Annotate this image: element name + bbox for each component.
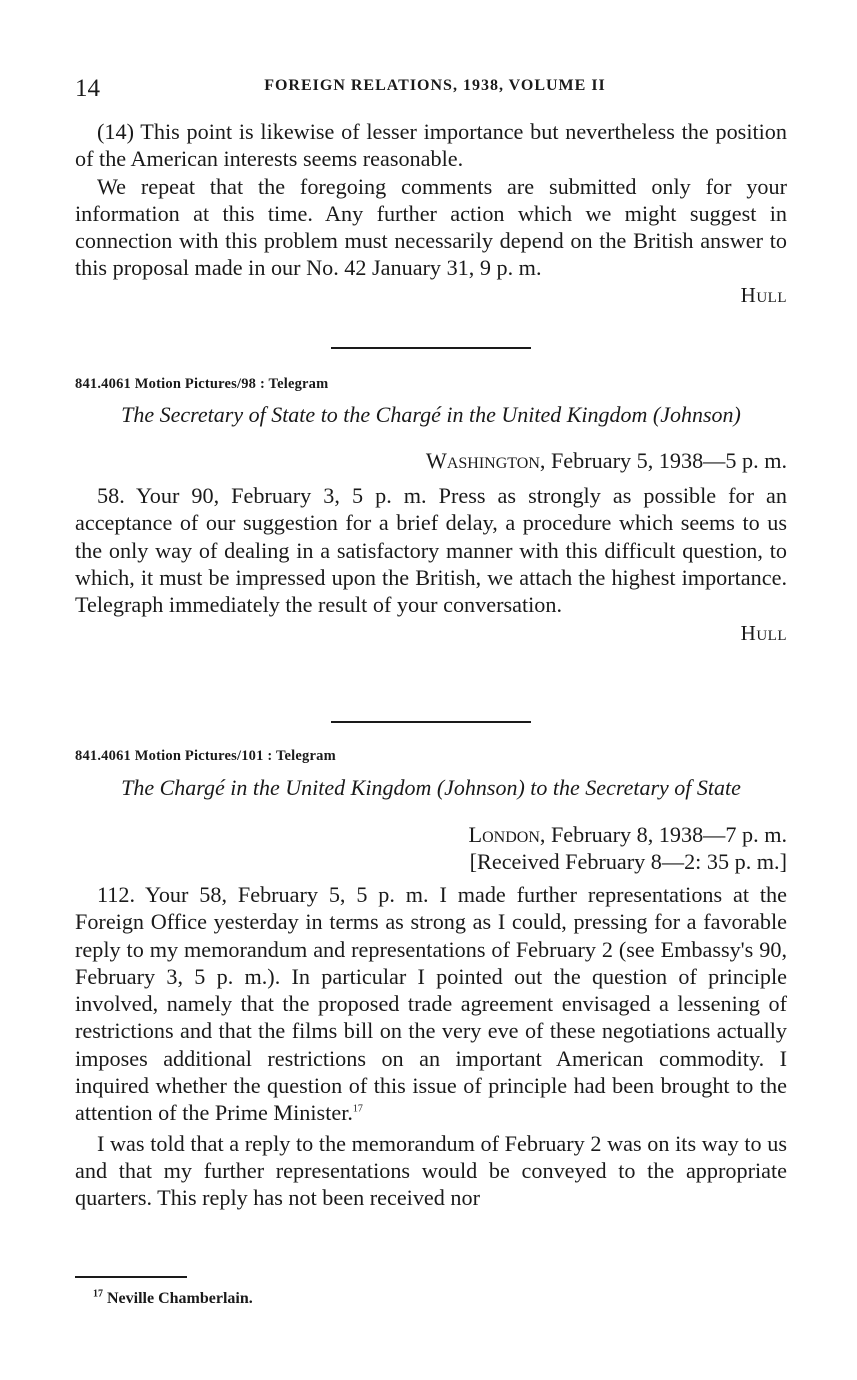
section-divider (75, 347, 787, 349)
section-divider (75, 721, 787, 723)
document-heading: The Secretary of State to the Chargé in the United Kingdom (Johnson) (121, 402, 741, 427)
file-reference: 841.4061 Motion Pictures/101 : Telegram (75, 748, 336, 764)
telegram-body-text: 112. Your 58, February 5, 5 p. m. I made further representations at the Foreign Office yesterday in terms as strong as I could, pressing for a favorable reply to my memorandum and representations of February 2 (see Embassy's 90, February 3, 5 p. m.). In particular I pointed out the question of principle involved, namely that the proposed trade agreement envisaged a lessening of restrictions and that the films bill on the very eve of these negotiations actually imposes additional restrictions on an important American commodity. I inquired whether the question of this issue of principle had been brought to the attention of the Prime Minister. (75, 882, 787, 1126)
document-telegram-98 (75, 376, 787, 646)
footnote (75, 1290, 787, 1308)
signature-hull: Hull (740, 282, 787, 307)
footnote-text: Neville Chamberlain. (107, 1290, 253, 1307)
page-number: 14 (75, 75, 100, 102)
file-reference: 841.4061 Motion Pictures/98 : Telegram (75, 376, 329, 392)
paragraph-repeat: We repeat that the foregoing comments are submitted only for your information at this time. Any further action which we might suggest in connection with this problem must necessarily depend on the British answer to this proposal made in our No. 42 January 31, 9 p. m. (75, 173, 787, 281)
received-line: [Received February 8—2: 35 p. m.] (469, 849, 787, 874)
previous-document-continuation (75, 118, 787, 308)
telegram-body (75, 881, 787, 1127)
running-head (75, 74, 787, 104)
footnote-section (75, 1276, 787, 1308)
footnote-reference[interactable]: 17 (352, 1103, 363, 1115)
divider-rule (331, 347, 531, 349)
footnote-rule (75, 1276, 187, 1278)
dateline-place: Washington, (425, 448, 546, 473)
footnote-marker: 17 (93, 1288, 103, 1300)
document-heading: The Chargé in the United Kingdom (Johnson) to the Secretary of State (121, 775, 741, 800)
paragraph-14: (14) This point is likewise of lesser importance but nevertheless the position of the American interests seems reasonable. (75, 119, 787, 172)
dateline (75, 447, 787, 474)
dateline-date: February 5, 1938—5 p. m. (545, 448, 787, 473)
telegram-body: 58. Your 90, February 3, 5 p. m. Press as strongly as possible for an acceptance of our suggestion for a brief delay, a procedure which seems to us the only way of dealing in a satisfactory manner with this difficult question, to which, it must be impressed upon the British, we attach the highest importance. Telegraph immediately the result of your conversation. (75, 483, 787, 618)
dateline-date: February 8, 1938—7 p. m. (545, 822, 787, 847)
document-telegram-101 (75, 748, 787, 1212)
divider-rule (331, 721, 531, 723)
volume-title: FOREIGN RELATIONS, 1938, VOLUME II (264, 77, 606, 94)
dateline-place: London, (468, 822, 546, 847)
dateline (75, 821, 787, 848)
signature-hull: Hull (740, 621, 787, 646)
telegram-body-continued: I was told that a reply to the memorandum of February 2 was on its way to us and that my further representations would be conveyed to the appropriate quarters. This reply has not been received nor (75, 1130, 787, 1211)
